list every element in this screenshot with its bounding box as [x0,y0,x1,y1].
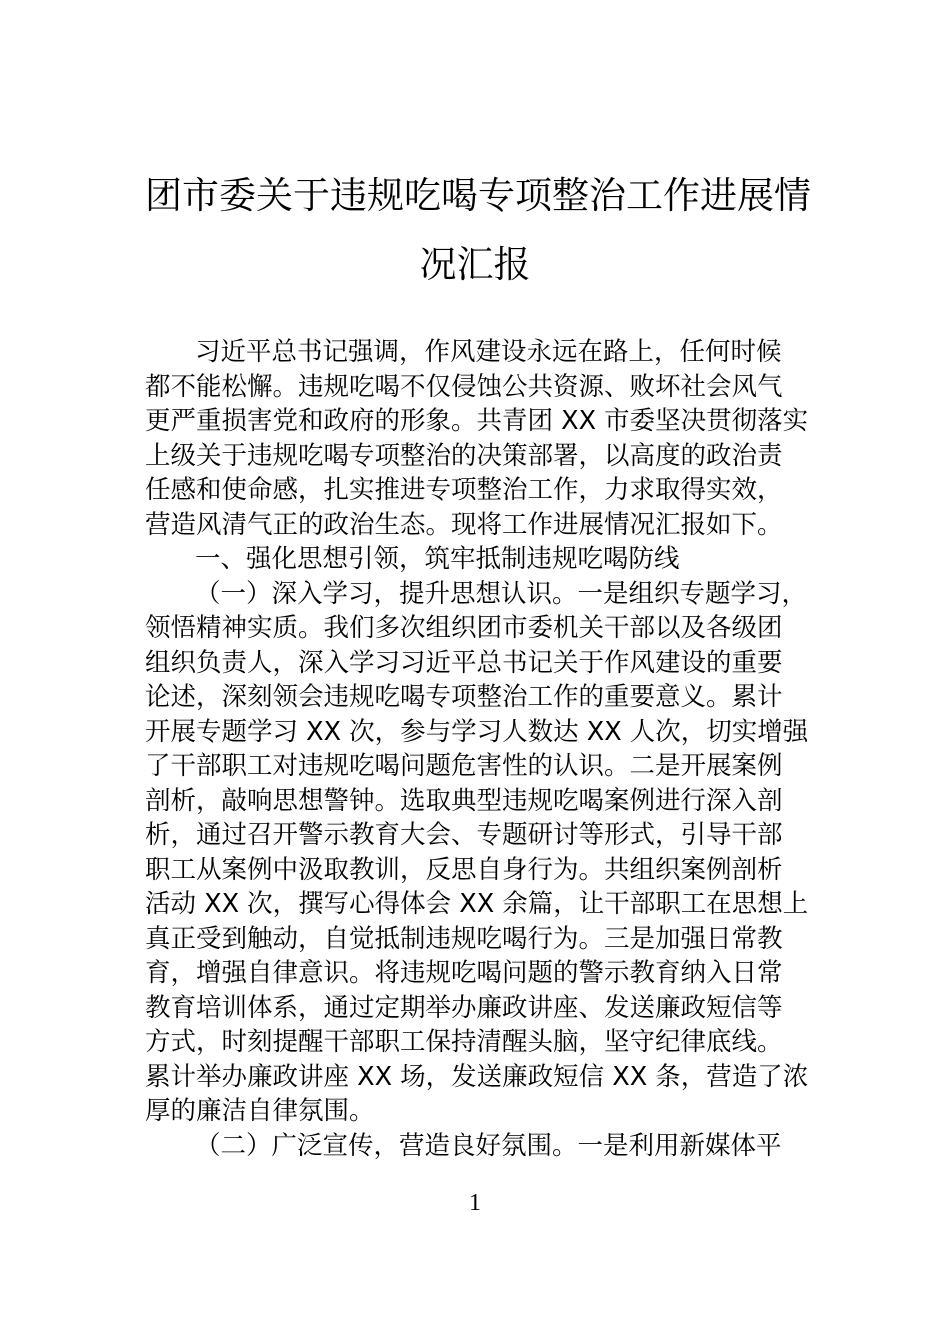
paragraph-line: 开展专题学习 XX 次，参与学习人数达 XX 人次，切实增强 [145,717,809,747]
paragraph-line: 了干部职工对违规吃喝问题危害性的认识。二是开展案例 [145,751,783,781]
subsection-heading-line: （一）深入学习，提升思想认识。一是组织专题学习， [195,579,808,609]
paragraph-line: 习近平总书记强调，作风建设永远在路上，任何时候 [195,337,782,367]
paragraph-line: 方式，时刻提醒干部职工保持清醒头脑，坚守纪律底线。 [145,1027,783,1057]
paragraph-line: 累计举办廉政讲座 XX 场，发送廉政短信 XX 条，营造了浓 [145,1062,809,1092]
paragraph-line: 教育培训体系，通过定期举办廉政讲座、发送廉政短信等 [145,993,783,1023]
paragraph-line: 活动 XX 次，撰写心得体会 XX 余篇，让干部职工在思想上 [145,889,809,919]
subsection-heading-line: （二）广泛宣传，营造良好氛围。一是利用新媒体平 [195,1131,782,1161]
document-title-line-1: 团市委关于违规吃喝专项整治工作进展情 [145,174,811,217]
page-number: 1 [469,1190,481,1216]
paragraph-line: 真正受到触动，自觉抵制违规吃喝行为。三是加强日常教 [145,924,783,954]
paragraph-line: 论述，深刻领会违规吃喝专项整治工作的重要意义。累计 [145,682,783,712]
paragraph-line: 育，增强自律意识。将违规吃喝问题的警示教育纳入日常 [145,958,783,988]
paragraph-line: 职工从案例中汲取教训，反思自身行为。共组织案例剖析 [145,855,783,885]
paragraph-line: 任感和使命感，扎实推进专项整治工作，力求取得实效， [145,475,783,505]
paragraph-line: 上级关于违规吃喝专项整治的决策部署，以高度的政治责 [145,441,783,471]
document-title-line-2: 况汇报 [419,243,531,286]
section-heading: 一、强化思想引领，筑牢抵制违规吃喝防线 [195,544,680,574]
paragraph-line: 营造风清气正的政治生态。现将工作进展情况汇报如下。 [145,510,783,540]
paragraph-line: 厚的廉洁自律氛围。 [145,1096,375,1126]
paragraph-line: 都不能松懈。违规吃喝不仅侵蚀公共资源、败坏社会风气 [145,372,783,402]
paragraph-line: 剖析，敲响思想警钟。选取典型违规吃喝案例进行深入剖 [145,786,783,816]
paragraph-line: 领悟精神实质。我们多次组织团市委机关干部以及各级团 [145,613,783,643]
paragraph-line: 析，通过召开警示教育大会、专题研讨等形式，引导干部 [145,820,783,850]
paragraph-line: 更严重损害党和政府的形象。共青团 XX 市委坚决贯彻落实 [145,406,809,436]
paragraph-line: 组织负责人，深入学习习近平总书记关于作风建设的重要 [145,648,783,678]
